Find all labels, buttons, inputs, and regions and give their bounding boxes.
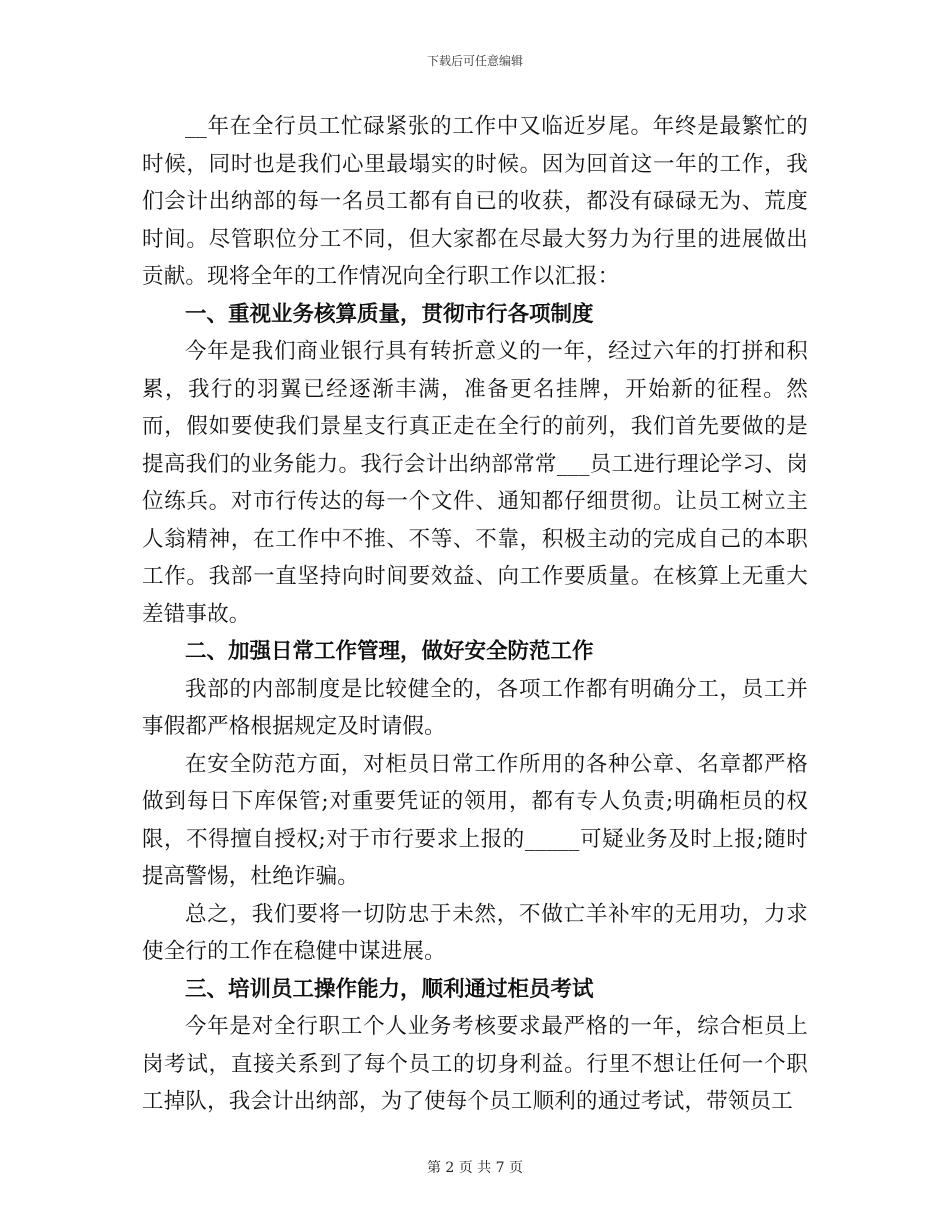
page-header: 下载后可任意编辑 — [426, 54, 523, 68]
section-heading-1: 一、重视业务核算质量，贯彻市行各项制度 — [185, 301, 594, 327]
paragraph-section-2-c: 总之，我们要将一切防忠于未然，不做亡羊补牢的无用功，力求使全行的工作在稳健中谋进展。 — [142, 901, 808, 964]
paragraph-intro: __年在全行员工忙碌紧张的工作中又临近岁尾。年终是最繁忙的时候，同时也是我们心里最塌实的时候。因为回首这一年的工作，我们会计出纳部的每一名员工都有自已的收获，都没有碌碌无为、荒度时间。尽管职位分工不同，但大家都在尽最大努力为行里的进展做出贡献。现将全年的工作情况向全行职工作以汇报： — [142, 114, 808, 289]
section-heading-3: 三、培训员工操作能力，顺利通过柜员考试 — [185, 976, 594, 1002]
paragraph-section-3: 今年是对全行职工个人业务考核要求最严格的一年，综合柜员上岗考试，直接关系到了每个员工的切身利益。行里不想让任何一个职工掉队，我会计出纳部，为了使每个员工顺利的通过考试，带领员工 — [142, 1014, 808, 1114]
section-heading-2: 二、加强日常工作管理，做好安全防范工作 — [185, 639, 594, 664]
page-number: 第 2 页 共 7 页 — [426, 1160, 524, 1176]
paragraph-section-2-a: 我部的内部制度是比较健全的，各项工作都有明确分工，员工并事假都严格根据规定及时请假。 — [142, 676, 808, 739]
document-body — [142, 108, 808, 1121]
paragraph-section-2-b: 在安全防范方面，对柜员日常工作所用的各种公章、名章都严格做到每日下库保管;对重要凭证的领用，都有专人负责;明确柜员的权限，不得擅自授权;对于市行要求上报的_____可疑业务及时上报;随时提高警惕，杜绝诈骗。 — [142, 751, 808, 889]
paragraph-section-1: 今年是我们商业银行具有转折意义的一年，经过六年的打拼和积累，我行的羽翼已经逐渐丰满，准备更名挂牌，开始新的征程。然而，假如要使我们景星支行真正走在全行的前列，我们首先要做的是提高我们的业务能力。我行会计出纳部常常___员工进行理论学习、岗位练兵。对市行传达的每一个文件、通知都仔细贯彻。让员工树立主人翁精神，在工作中不推、不等、不靠，积极主动的完成自己的本职工作。我部一直坚持向时间要效益、向工作要质量。在核算上无重大差错事故。 — [142, 339, 808, 627]
